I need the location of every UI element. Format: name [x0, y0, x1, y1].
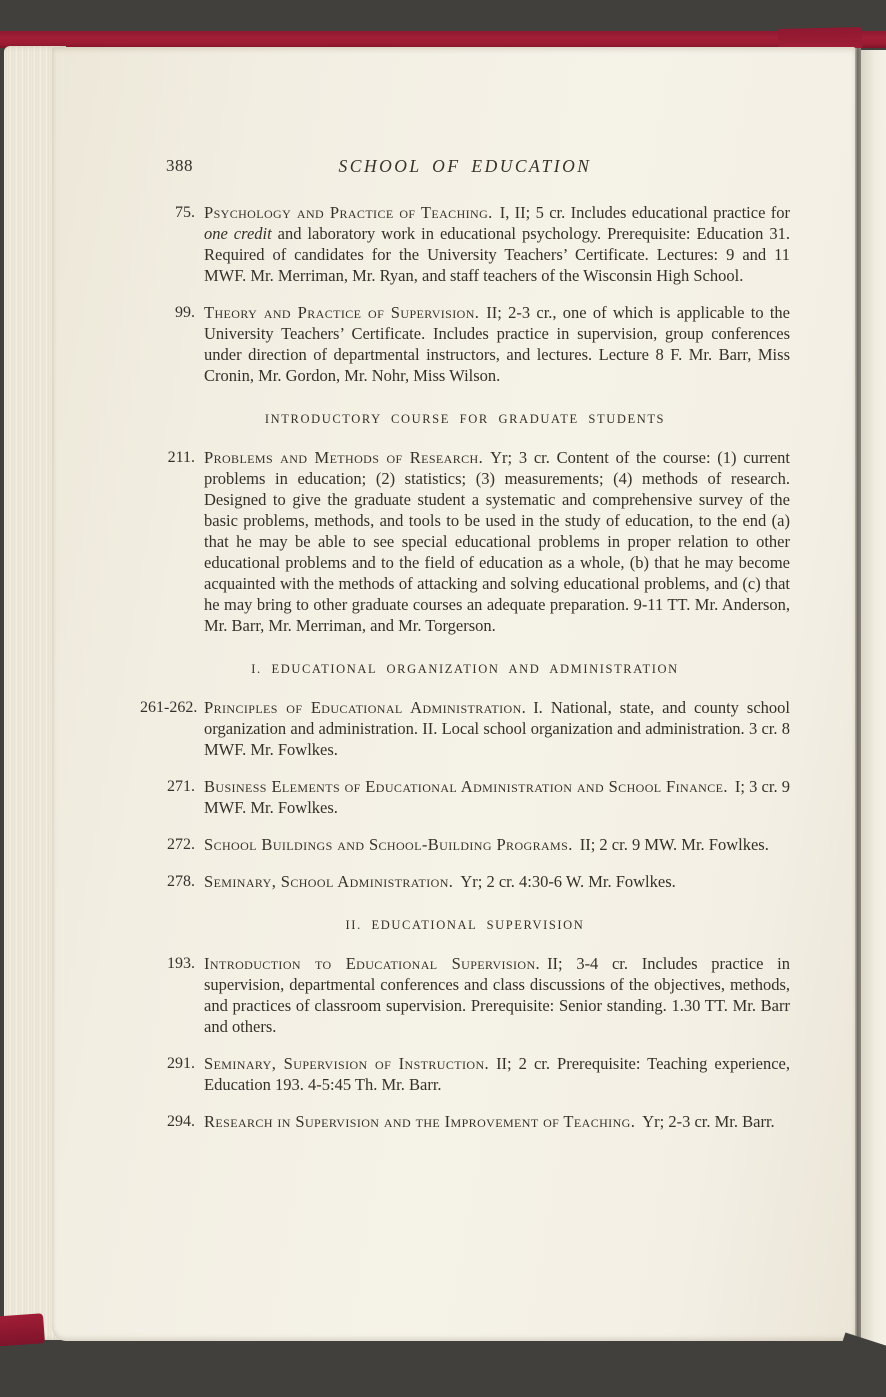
course-title: Problems and Methods of Research.	[204, 448, 484, 467]
course-number: 272.	[167, 836, 195, 853]
adjacent-page-edge	[861, 50, 886, 1355]
course-entry	[140, 697, 790, 760]
course-number: 211.	[167, 449, 195, 466]
course-description	[204, 834, 790, 855]
page-number: 388	[166, 156, 193, 175]
course-title: Seminary, Supervision of Instruction.	[204, 1054, 490, 1073]
course-body: I, II; 5 cr. Includes educational practice for one credit and laboratory work in educational psychology. Prerequisite: Education 31. Required of candidates for the University Teachers’ Certificate. Lectures: 9 and 11 MWF. Mr. Merriman, Mr. Ryan, and staff teachers of the Wisconsin High School.	[204, 203, 790, 285]
course-list	[140, 697, 790, 892]
course-section	[140, 412, 790, 636]
course-body: II; 2-3 cr., one of which is applicable to the University Teachers’ Certificate. Includes practice in supervision, group conferences under direction of departmental instructors, and lectures. Lecture 8 F. Mr. Barr, Miss Cronin, Mr. Gordon, Mr. Nohr, Miss Wilson.	[204, 303, 790, 385]
course-title: Introduction to Educational Supervision.	[204, 954, 541, 973]
course-body: Yr; 2-3 cr. Mr. Barr.	[642, 1112, 775, 1131]
course-title: Seminary, School Administration.	[204, 872, 454, 891]
course-description	[204, 1111, 790, 1132]
course-title: Theory and Practice of Supervision.	[204, 303, 480, 322]
course-number: 271.	[167, 778, 195, 795]
course-section	[140, 202, 790, 386]
course-number: 291.	[167, 1055, 195, 1072]
course-description	[204, 202, 790, 286]
course-title: School Buildings and School-Building Programs.	[204, 835, 573, 854]
running-title: SCHOOL OF EDUCATION	[338, 156, 592, 176]
course-entry	[140, 302, 790, 386]
course-title: Psychology and Practice of Teaching.	[204, 203, 493, 222]
course-body: Yr; 2 cr. 4:30-6 W. Mr. Fowlkes.	[460, 872, 676, 891]
course-section	[140, 918, 790, 1132]
course-entry	[140, 202, 790, 286]
course-entry	[140, 1053, 790, 1095]
course-entry	[140, 871, 790, 892]
course-description	[204, 953, 790, 1037]
course-description	[204, 1053, 790, 1095]
course-title: Principles of Educational Administration.	[204, 698, 527, 717]
section-heading: I. EDUCATIONAL ORGANIZATION AND ADMINISTRATION	[251, 662, 679, 676]
course-number: 278.	[167, 873, 195, 890]
course-body: II; 3-4 cr. Includes practice in supervision, departmental conferences and class discussions of the objectives, methods, and practices of classroom supervision. Prerequisite: Senior standing. 1.30 TT. Mr. Barr and others.	[204, 954, 790, 1036]
page-header	[140, 156, 790, 180]
course-list	[140, 202, 790, 386]
course-description	[204, 871, 790, 892]
course-number: 99.	[175, 304, 195, 321]
section-heading: II. EDUCATIONAL SUPERVISION	[345, 918, 585, 932]
course-number: 75.	[175, 204, 195, 221]
course-body: I. National, state, and county school organization and administration. II. Local school organization and administration. 3 cr. 8 MWF. Mr. Fowlkes.	[204, 698, 791, 759]
course-number: 261-262.	[140, 699, 198, 716]
course-entry	[140, 447, 790, 636]
course-body: I; 3 cr. 9 MWF. Mr. Fowlkes.	[204, 777, 790, 817]
course-body: II; 2 cr. Prerequisite: Teaching experience, Education 193. 4-5:45 Th. Mr. Barr.	[204, 1054, 790, 1094]
course-entry	[140, 1111, 790, 1132]
course-entry	[140, 776, 790, 818]
course-description	[204, 447, 790, 636]
book-cover-edge-top	[0, 31, 886, 48]
course-section	[140, 662, 790, 892]
background-corner	[830, 1332, 886, 1397]
printed-page-content	[140, 156, 790, 1148]
course-description	[204, 776, 790, 818]
course-title: Research in Supervision and the Improvement of Teaching.	[204, 1112, 636, 1131]
course-title: Business Elements of Educational Administration and School Finance.	[204, 777, 728, 796]
course-description	[204, 302, 790, 386]
course-body: Yr; 3 cr. Content of the course: (1) current problems in education; (2) statistics; (3) measurements; (4) methods of research. Designed to give the graduate student a systematic and comprehensive survey of the basic problems, methods, and tools to be used in the study of education, to the end (a) that he may be able to see special educational problems in proper relation to other educational problems and to the field of education as a whole, (b) that he may become acquainted with the methods of attacking and solving educational problems, and (c) that he may bring to other graduate courses an adequate preparation. 9-11 TT. Mr. Anderson, Mr. Barr, Mr. Merriman, and Mr. Torgerson.	[204, 448, 790, 635]
course-description	[204, 697, 790, 760]
course-body: II; 2 cr. 9 MW. Mr. Fowlkes.	[579, 835, 769, 854]
course-number: 294.	[167, 1113, 195, 1130]
course-sections	[140, 202, 790, 1132]
course-entry	[140, 953, 790, 1037]
course-list	[140, 447, 790, 636]
course-list	[140, 953, 790, 1132]
section-heading: INTRODUCTORY COURSE FOR GRADUATE STUDENTS	[264, 412, 666, 426]
course-entry	[140, 834, 790, 855]
course-number: 193.	[167, 955, 195, 972]
book-cover-edge-bottom	[0, 1313, 45, 1347]
